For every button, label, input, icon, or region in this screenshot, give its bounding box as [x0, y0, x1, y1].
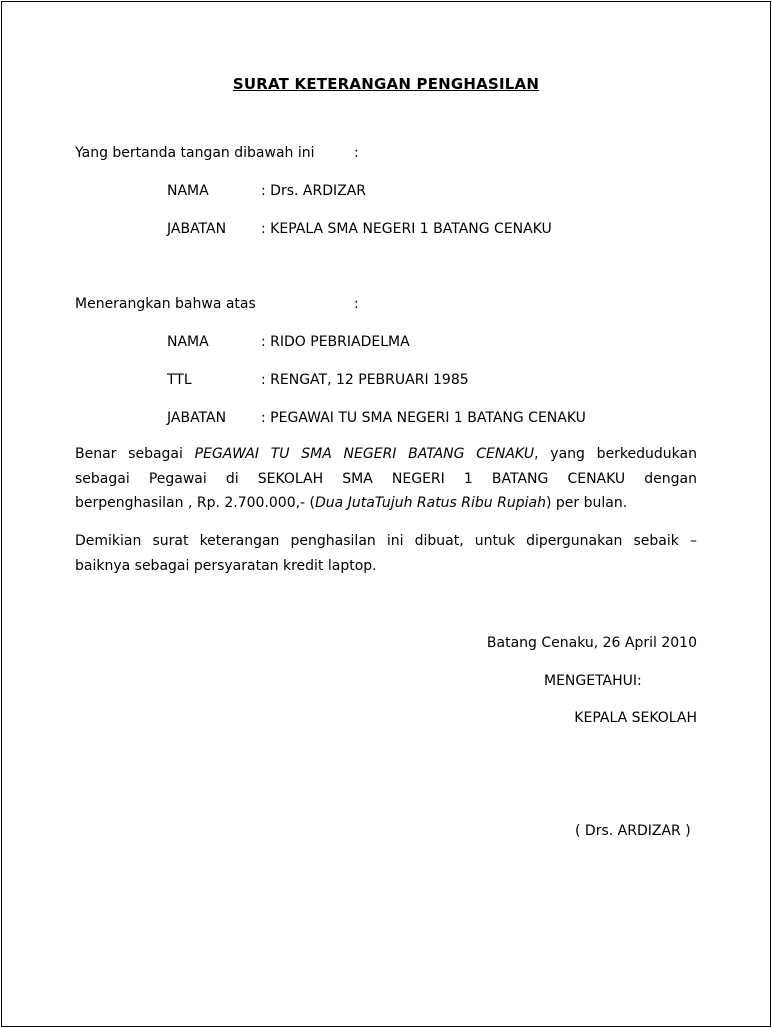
text-segment: ) per bulan. [545, 495, 628, 511]
signer-position-label: JABATAN [167, 221, 227, 237]
employee-position-italic: PEGAWAI TU SMA NEGERI BATANG CENAKU [194, 446, 535, 462]
text-segment: berpenghasilan , Rp. 2.700.000,- ( [75, 495, 316, 511]
subject-ttl-label: TTL [167, 372, 192, 388]
subject-intro-colon: : [354, 296, 359, 312]
signer-position-value: : KEPALA SMA NEGERI 1 BATANG CENAKU [261, 221, 552, 237]
purpose-paragraph-line-2: baiknya sebagai persyaratan kredit laptop. [75, 557, 377, 574]
signer-intro-colon: : [354, 145, 359, 161]
subject-name-label: NAMA [167, 334, 209, 350]
income-paragraph [75, 442, 697, 516]
subject-ttl-value: : RENGAT, 12 PEBRUARI 1985 [261, 372, 469, 388]
text-segment: Benar sebagai [75, 446, 195, 462]
income-paragraph-line-2: sebagai Pegawai di SEKOLAH SMA NEGERI 1 BATANG CENAKU dengan [75, 470, 697, 487]
principal-role: KEPALA SEKOLAH [574, 710, 697, 726]
document-title: SURAT KETERANGAN PENGHASILAN [232, 75, 540, 93]
acknowledge-label: MENGETAHUI: [544, 673, 642, 689]
signature-name: ( Drs. ARDIZAR ) [575, 823, 691, 839]
purpose-paragraph-line-1: Demikian surat keterangan penghasilan ini dibuat, untuk dipergunakan sebaik – [75, 533, 697, 549]
signer-name-label: NAMA [167, 183, 209, 199]
signer-intro: Yang bertanda tangan dibawah ini [75, 145, 315, 161]
income-in-words-italic: Dua JutaTujuh Ratus Ribu Rupiah [315, 495, 546, 511]
subject-position-label: JABATAN [167, 410, 227, 426]
text-segment: , yang berkedudukan [534, 446, 697, 462]
subject-intro: Menerangkan bahwa atas [75, 296, 256, 312]
signer-name-value: : Drs. ARDIZAR [261, 183, 367, 199]
subject-position-value: : PEGAWAI TU SMA NEGERI 1 BATANG CENAKU [261, 410, 586, 426]
income-paragraph-line-1 [75, 442, 697, 467]
income-paragraph-line-3 [75, 491, 697, 516]
purpose-paragraph [75, 529, 697, 578]
subject-name-value: : RIDO PEBRIADELMA [261, 334, 410, 350]
place-date: Batang Cenaku, 26 April 2010 [486, 635, 697, 651]
